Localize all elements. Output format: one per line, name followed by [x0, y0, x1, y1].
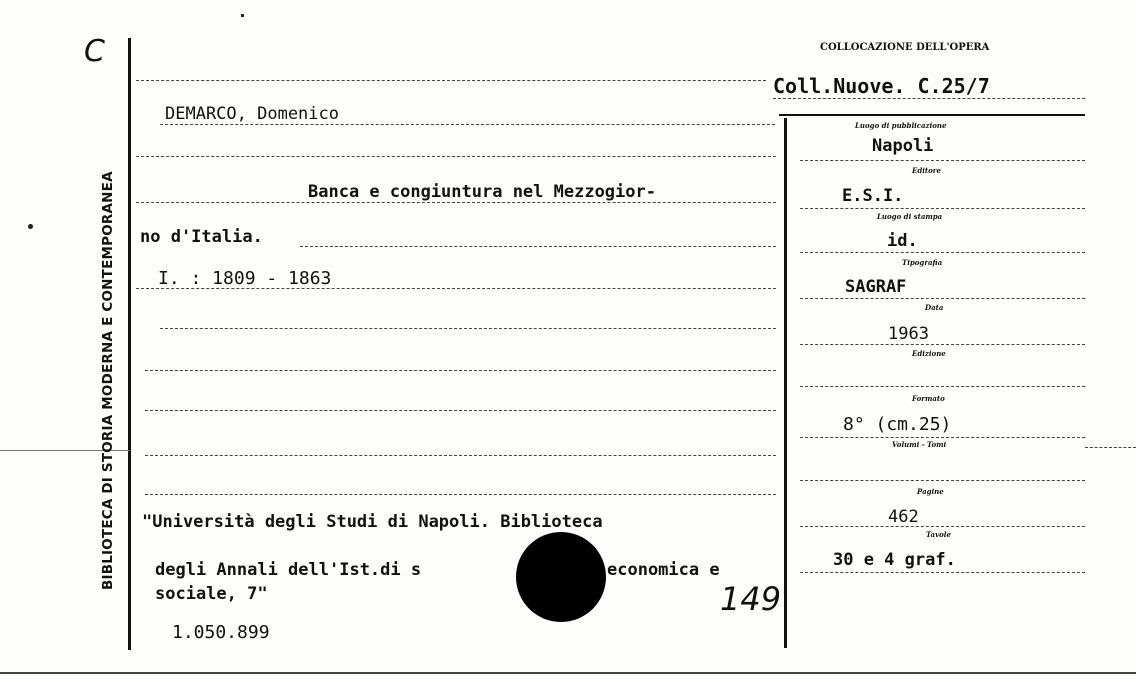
inventory-number: 1.050.899: [172, 622, 270, 643]
card-bottom-edge: [0, 672, 1136, 674]
title-line-2: no d'Italia.: [140, 227, 263, 247]
volume-rule: [136, 288, 776, 289]
author-line: [160, 124, 775, 125]
detail-label-tipografia: Tipografia: [902, 258, 943, 267]
handwritten-number: 149: [720, 580, 782, 618]
detail-rule-7: [800, 437, 1085, 438]
rule-9: [145, 494, 776, 495]
detail-value-pagine: 462: [888, 507, 919, 527]
detail-label-luogo: Luogo di pubblicazione: [855, 121, 947, 130]
top-dot: [241, 14, 244, 17]
detail-label-pagine: Pagine: [917, 487, 944, 496]
detail-value-luogo: Napoli: [872, 136, 934, 156]
detail-label-formato: Formato: [912, 394, 945, 403]
corner-mark: C: [84, 34, 105, 69]
source-line-1: "Università degli Studi di Napoli. Biblioteca: [142, 512, 603, 532]
punch-hole: [516, 532, 606, 622]
detail-label-volumi: Volumi - Tomi: [892, 440, 947, 449]
rule-1: [136, 156, 776, 157]
punch-dot: [28, 224, 33, 229]
detail-rule-9: [800, 526, 1085, 527]
collocazione-underline: [773, 98, 1085, 99]
detail-label-stampa: Luogo di stampa: [877, 212, 943, 221]
rule-7: [145, 410, 776, 411]
detail-rule-1: [800, 160, 1085, 161]
detail-value-tavole: 30 e 4 graf.: [833, 550, 956, 570]
detail-rule-10: [800, 572, 1085, 573]
rule-8: [145, 455, 776, 456]
title-line-1: Banca e congiuntura nel Mezzogior-: [308, 182, 656, 202]
card-right-rule: [1085, 447, 1136, 448]
title-rule-2: [300, 246, 776, 247]
detail-value-formato: 8° (cm.25): [843, 414, 952, 435]
detail-rule-8: [800, 480, 1085, 481]
details-column-line: [784, 118, 787, 648]
detail-value-data: 1963: [888, 324, 929, 344]
rule-6: [145, 370, 776, 371]
collocazione-line: [136, 80, 766, 81]
detail-rule-4: [800, 298, 1085, 299]
source-line-2: degli Annali dell'Ist.di s: [155, 560, 422, 580]
detail-label-data: Data: [925, 303, 944, 312]
collocazione-value: Coll.Nuove. C.25/7: [773, 74, 990, 98]
volume: I. : 1809 - 1863: [158, 268, 332, 289]
detail-value-tipografia: SAGRAF: [845, 277, 907, 297]
detail-rule-5: [800, 344, 1085, 345]
detail-value-stampa: id.: [887, 231, 918, 251]
collocazione-label: COLLOCAZIONE DELL'OPERA: [820, 42, 990, 53]
detail-rule-2: [800, 208, 1085, 209]
detail-value-editore: E.S.I.: [842, 186, 904, 206]
title-rule-1: [136, 202, 776, 203]
details-column-top: [779, 114, 1085, 116]
detail-label-edizione: Edizione: [912, 349, 946, 358]
source-line-2b: economica e: [607, 560, 720, 580]
library-stamp: BIBLIOTECA DI STORIA MODERNA E CONTEMPORANEA: [100, 171, 116, 590]
rule-5: [160, 328, 776, 329]
author: DEMARCO, Domenico: [165, 104, 339, 124]
source-line-3: sociale, 7": [155, 584, 268, 604]
detail-label-tavole: Tavole: [926, 530, 951, 539]
detail-rule-3: [800, 252, 1085, 253]
detail-rule-6: [800, 386, 1085, 387]
left-margin-line: [128, 38, 131, 650]
detail-label-editore: Editore: [912, 166, 941, 175]
